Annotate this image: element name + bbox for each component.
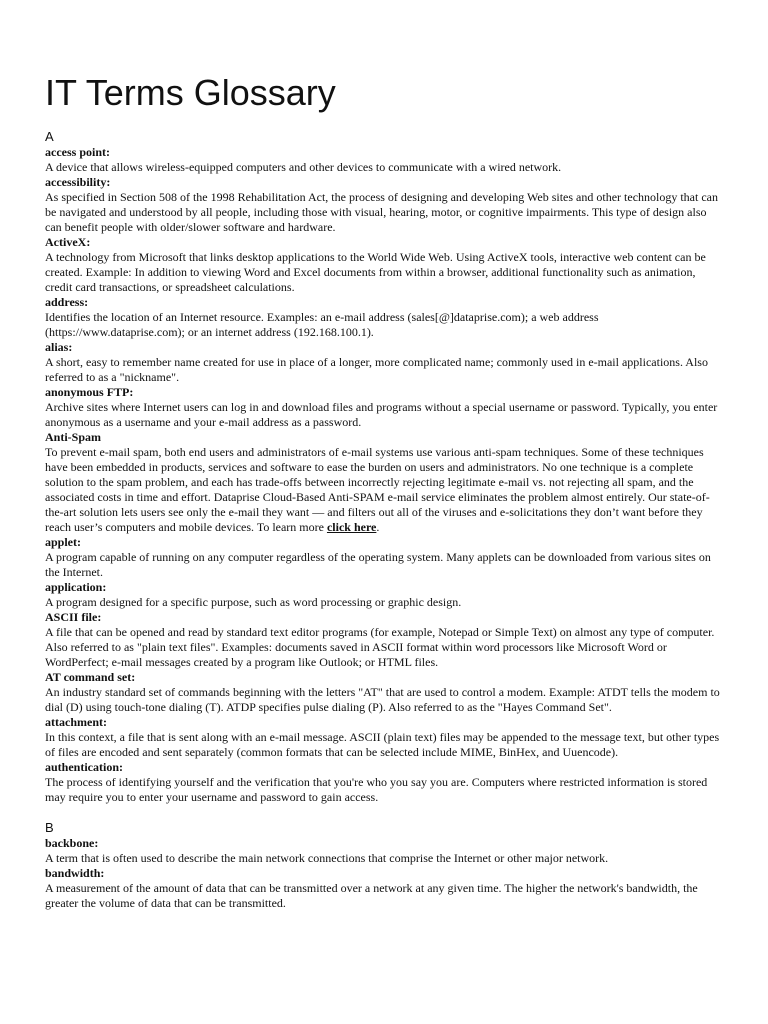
term-heading: accessibility: <box>45 175 111 189</box>
definition-text: To prevent e-mail spam, both end users and administrators of e-mail systems use various anti-spam techniques. Some of these techniques have been embedded in products, services and software to ease the burden on users and administrators. No one technique is a complete solution to the spam problem, and each has trade-offs between incorrectly rejecting legitimate e-mail vs. not rejecting all spam, and the associated costs in time and effort. Dataprise Cloud-Based Anti-SPAM e-mail service eliminates the problem almost entirely. Our state-of-the-art solution lets users see only the e-mail they want — and filters out all of the viruses and e-solicitations they don’t want before they reach user’s computers and mobile devices. To learn more <box>45 445 710 534</box>
term-heading: ASCII file: <box>45 610 102 624</box>
term-definition: Identifies the location of an Internet resource. Examples: an e-mail address (sales[@]dataprise.com); a web address (https://www.dataprise.com); or an internet address (192.168.100.1). <box>45 310 599 339</box>
glossary-entry-ascii-file <box>45 610 725 670</box>
term-definition: As specified in Section 508 of the 1998 Rehabilitation Act, the process of designing and developing Web sites and other technology that can be navigated and understood by all people, including those with visual, hearing, motor, or cognitive impairments. This type of design also can benefit people with older/slower software and hardware. <box>45 190 718 234</box>
glossary-entry-applet <box>45 535 725 580</box>
glossary-entry-authentication <box>45 760 725 805</box>
click-here-link[interactable]: click here <box>326 520 377 534</box>
glossary-entry-alias <box>45 340 725 385</box>
term-heading: ActiveX: <box>45 235 91 249</box>
glossary-entry-attachment <box>45 715 725 760</box>
term-definition: A measurement of the amount of data that can be transmitted over a network at any given time. The higher the network's bandwidth, the greater the volume of data that can be transmitted. <box>45 881 698 910</box>
glossary-entry-address <box>45 295 725 340</box>
term-heading: alias: <box>45 340 73 354</box>
glossary-entry-activex <box>45 235 725 295</box>
term-heading: AT command set: <box>45 670 136 684</box>
term-definition: A program capable of running on any computer regardless of the operating system. Many applets can be downloaded from various sites on the Internet. <box>45 550 711 579</box>
glossary-entry-bandwidth <box>45 866 725 911</box>
section-b <box>45 819 725 911</box>
glossary-entry-anonymous-ftp <box>45 385 725 430</box>
term-heading: applet: <box>45 535 81 549</box>
term-heading: bandwidth: <box>45 866 105 880</box>
term-heading: anonymous FTP: <box>45 385 134 399</box>
glossary-entry-accessibility <box>45 175 725 235</box>
term-definition: Archive sites where Internet users can log in and download files and programs without a special username or password. Typically, you enter anonymous as a username and your e-mail address as a password. <box>45 400 718 429</box>
term-definition: An industry standard set of commands beginning with the letters "AT" that are used to control a modem. Example: ATDT tells the modem to dial (D) using touch-tone dialing (T). ATDP specifies pulse dialing (P). Also referred to as the "Hayes Command Set". <box>45 685 720 714</box>
term-definition: The process of identifying yourself and the verification that you're who you say you are. Computers where restricted information is stored may require you to enter your username and password to gain access. <box>45 775 708 804</box>
term-definition: A device that allows wireless-equipped computers and other devices to communicate with a wired network. <box>45 160 562 174</box>
term-heading: Anti-Spam <box>45 430 102 444</box>
term-heading: attachment: <box>45 715 107 729</box>
term-definition: A file that can be opened and read by standard text editor programs (for example, Notepad or Simple Text) on almost any type of computer. Also referred to as "plain text files". Examples: documents saved in ASCII format within word processors like Microsoft Word or WordPerfect; e-mail messages created by a program like Outlook; or HTML files. <box>45 625 715 669</box>
glossary-entry-at-command-set <box>45 670 725 715</box>
page-title: IT Terms Glossary <box>45 72 336 113</box>
term-definition <box>45 445 725 535</box>
glossary-page <box>45 68 725 925</box>
term-heading: authentication: <box>45 760 123 774</box>
term-heading: backbone: <box>45 836 99 850</box>
section-letter: A <box>45 129 54 144</box>
term-heading: application: <box>45 580 107 594</box>
term-heading: access point: <box>45 145 110 159</box>
term-definition: A term that is often used to describe the main network connections that comprise the Internet or other major network. <box>45 851 609 865</box>
section-a <box>45 128 725 805</box>
glossary-entry-anti-spam <box>45 430 725 535</box>
glossary-entry-application <box>45 580 725 610</box>
term-definition: A short, easy to remember name created for use in place of a longer, more complicated name; commonly used in e-mail applications. Also referred to as a "nickname". <box>45 355 708 384</box>
term-definition: A technology from Microsoft that links desktop applications to the World Wide Web. Using ActiveX tools, interactive web content can be created. Example: In addition to viewing Word and Excel documents from within a browser, additional functionality such as animation, credit card transactions, or spreadsheet calculations. <box>45 250 706 294</box>
term-definition: In this context, a file that is sent along with an e-mail message. ASCII (plain text) files may be appended to the message text, but other types of files are encoded and sent separately (common formats that can be selected include MIME, BinHex, and Uuencode). <box>45 730 720 759</box>
term-heading: address: <box>45 295 89 309</box>
term-definition: A program designed for a specific purpose, such as word processing or graphic design. <box>45 595 462 609</box>
section-letter: B <box>45 820 54 835</box>
glossary-entry-access-point <box>45 145 725 175</box>
glossary-entry-backbone <box>45 836 725 866</box>
definition-end: . <box>376 520 380 534</box>
